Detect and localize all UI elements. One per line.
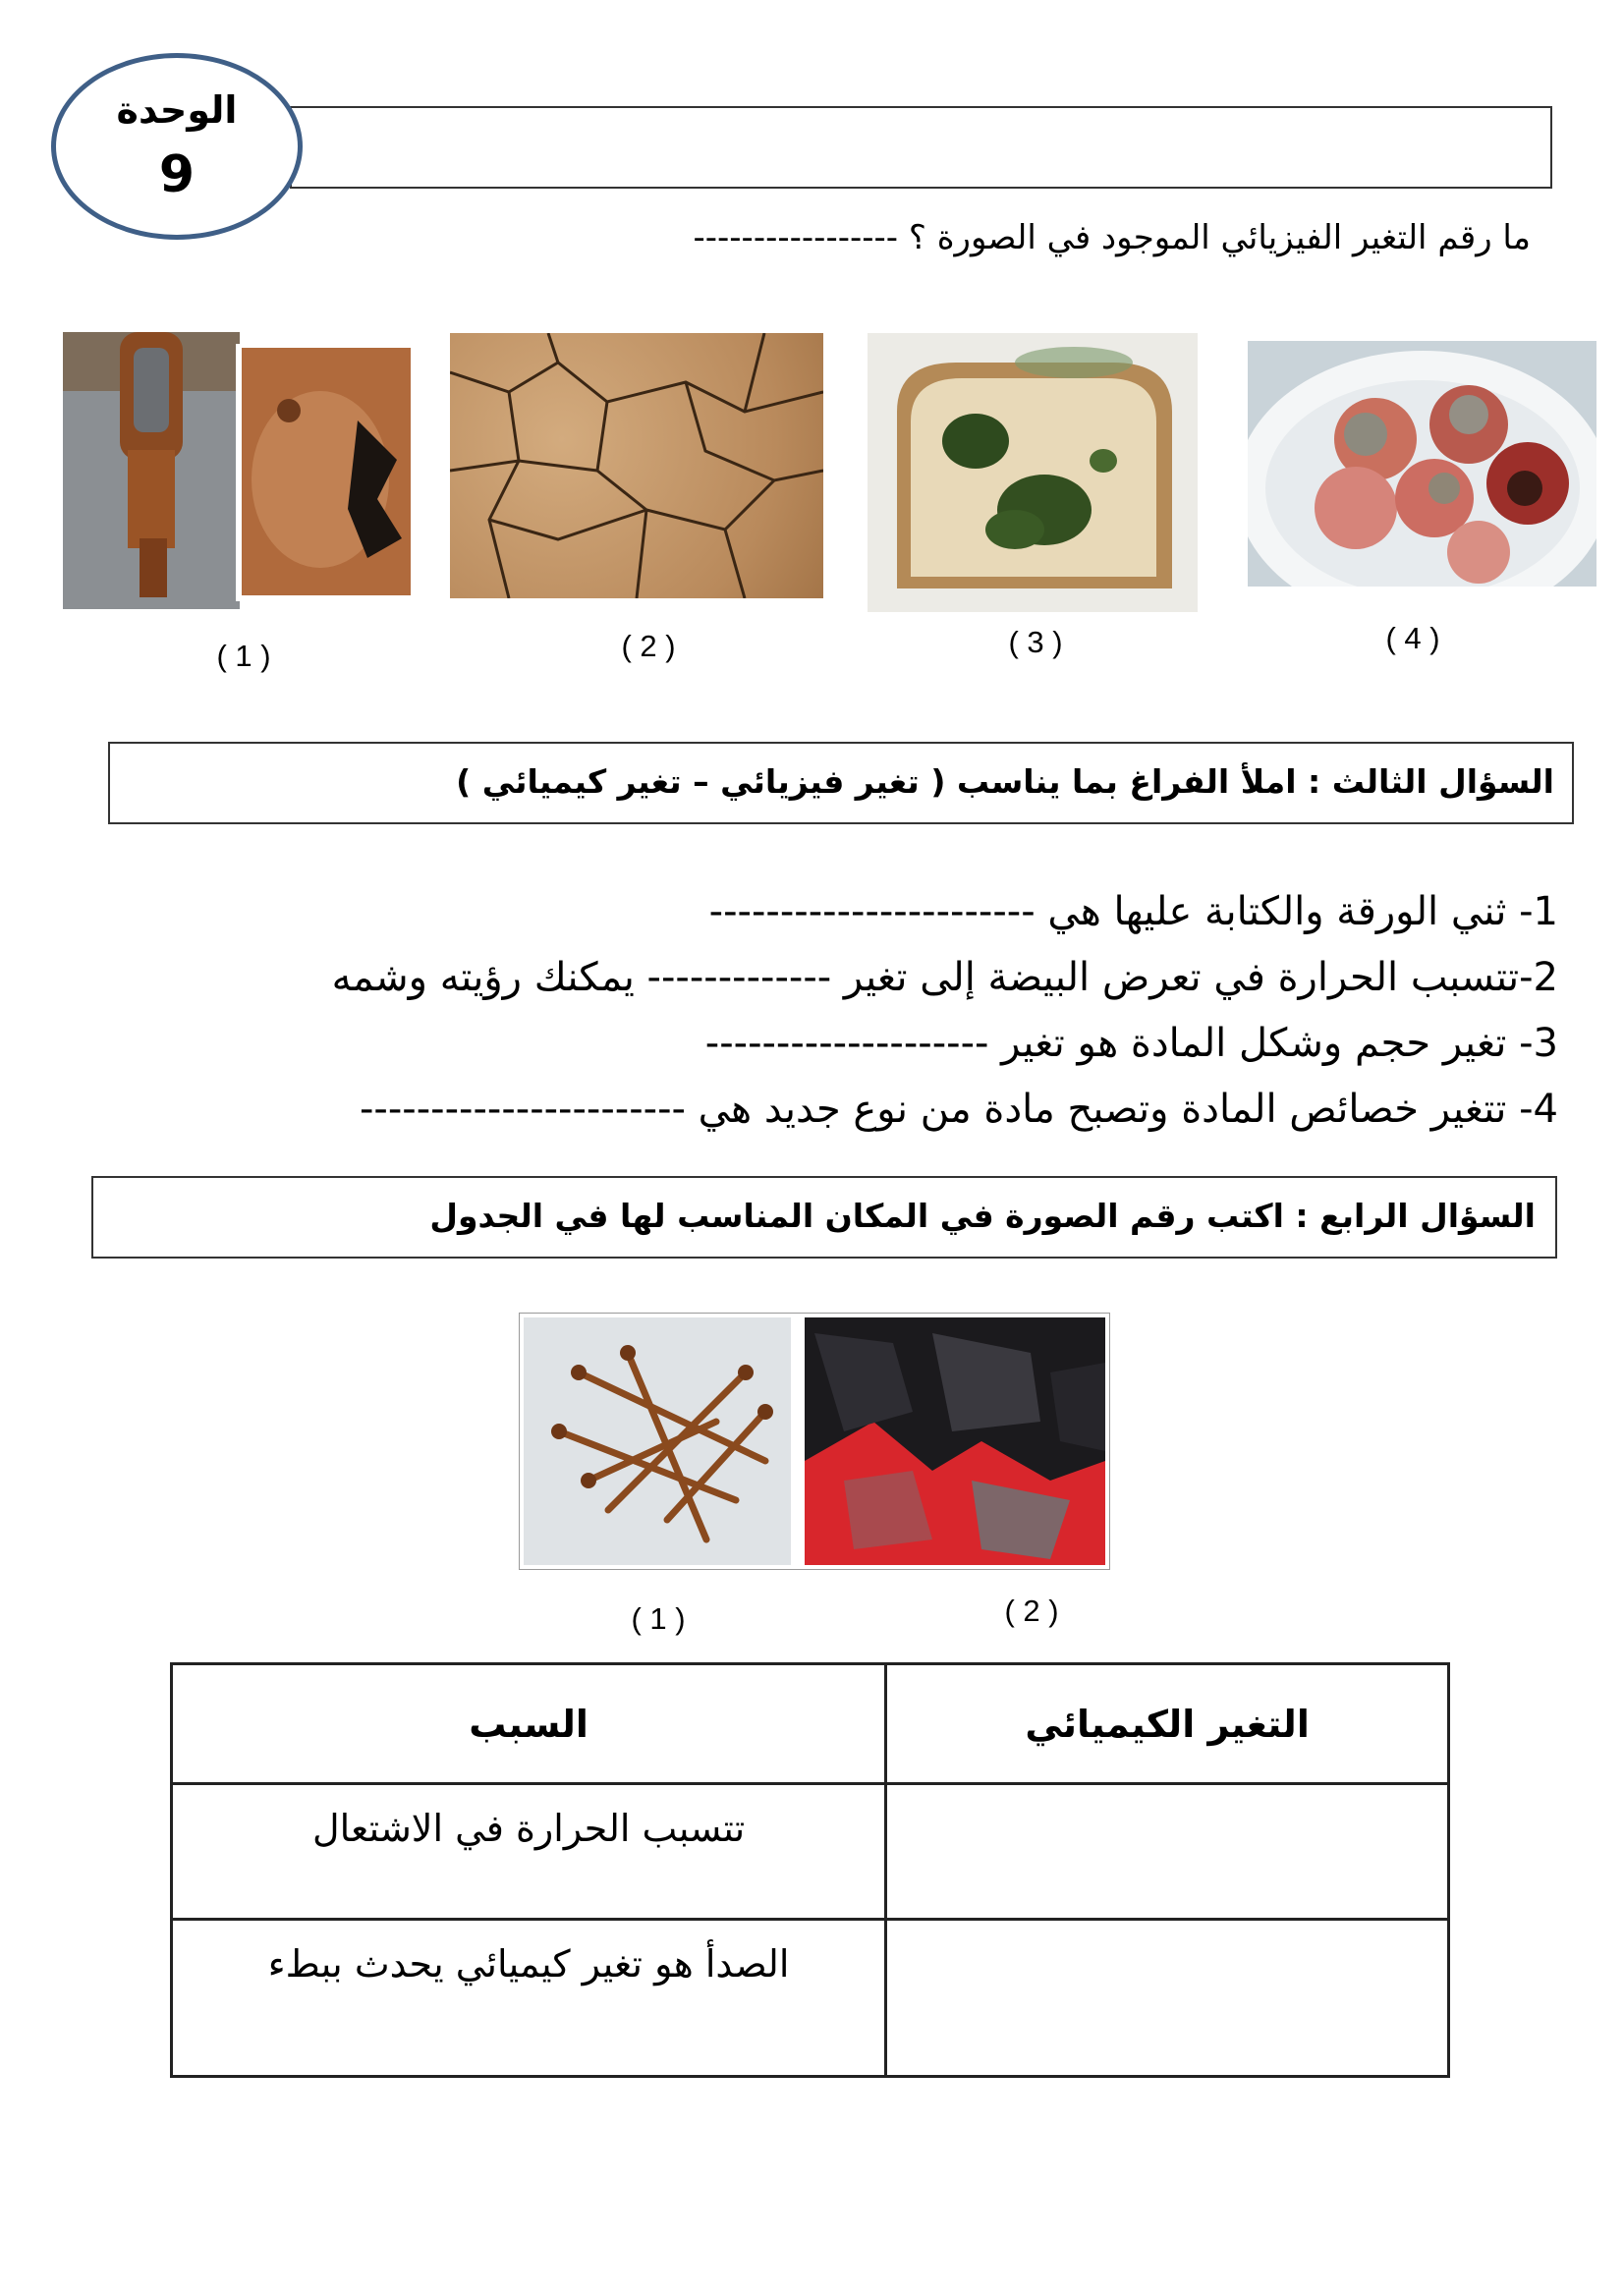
table-row <box>172 1784 1449 1920</box>
photo-caption-nails: ( 1 ) <box>631 1601 686 1636</box>
photo-rotten-peaches <box>1248 341 1596 587</box>
photo-caption-coals: ( 2 ) <box>1004 1594 1059 1628</box>
header-chemical-change: التغير الكيميائي <box>886 1664 1449 1784</box>
fill-blank-list <box>84 879 1558 1143</box>
photo-rusty-nails-and-coals <box>519 1313 1110 1570</box>
header-reason: السبب <box>172 1664 886 1784</box>
fill-blank-item-1: 1- ثني الورقة والكتابة عليها هي ----------------------- <box>708 889 1558 934</box>
photo-rusty-metal <box>63 332 417 609</box>
question-3a-box <box>290 106 1552 189</box>
fill-blank-item-2: 2-تتسبب الحرارة في تعرض البيضة إلى تغير ------------- يمكنك رؤيته وشمه <box>331 955 1558 1000</box>
photo-caption-1: ( 1 ) <box>216 639 271 673</box>
photo-cracked-ground <box>450 333 823 598</box>
question-3b-title: السؤال الثالث : املأ الفراغ بما يناسب ( تغير فيزيائي – تغير كيميائي ) <box>456 762 1554 801</box>
unit-label: الوحدة <box>116 88 238 132</box>
question-4-title: السؤال الرابع : اكتب رقم الصورة في المكان المناسب لها في الجدول <box>429 1197 1536 1235</box>
photo-caption-4: ( 4 ) <box>1385 621 1440 655</box>
photo-moldy-bread <box>868 333 1198 612</box>
answer-cell-1[interactable] <box>886 1784 1449 1920</box>
fill-blank-item-4: 4- تتغير خصائص المادة وتصبح مادة من نوع جديد هي ----------------------- <box>359 1087 1558 1132</box>
answer-table <box>170 1662 1450 2078</box>
photo-caption-3: ( 3 ) <box>1008 625 1063 659</box>
question-3a-text: ما رقم التغير الفيزيائي الموجود في الصورة ؟ ----------------- <box>693 218 1531 257</box>
unit-number: 9 <box>158 145 196 204</box>
reason-cell-1: تتسبب الحرارة في الاشتعال <box>172 1784 886 1920</box>
fill-blank-item-3: 3- تغير حجم وشكل المادة هو تغير -------------------- <box>704 1021 1558 1066</box>
table-header-row <box>172 1664 1449 1784</box>
reason-cell-2: الصدأ هو تغير كيميائي يحدث ببطء <box>172 1920 886 2077</box>
answer-cell-2[interactable] <box>886 1920 1449 2077</box>
table-row <box>172 1920 1449 2077</box>
photo-caption-2: ( 2 ) <box>621 629 676 663</box>
